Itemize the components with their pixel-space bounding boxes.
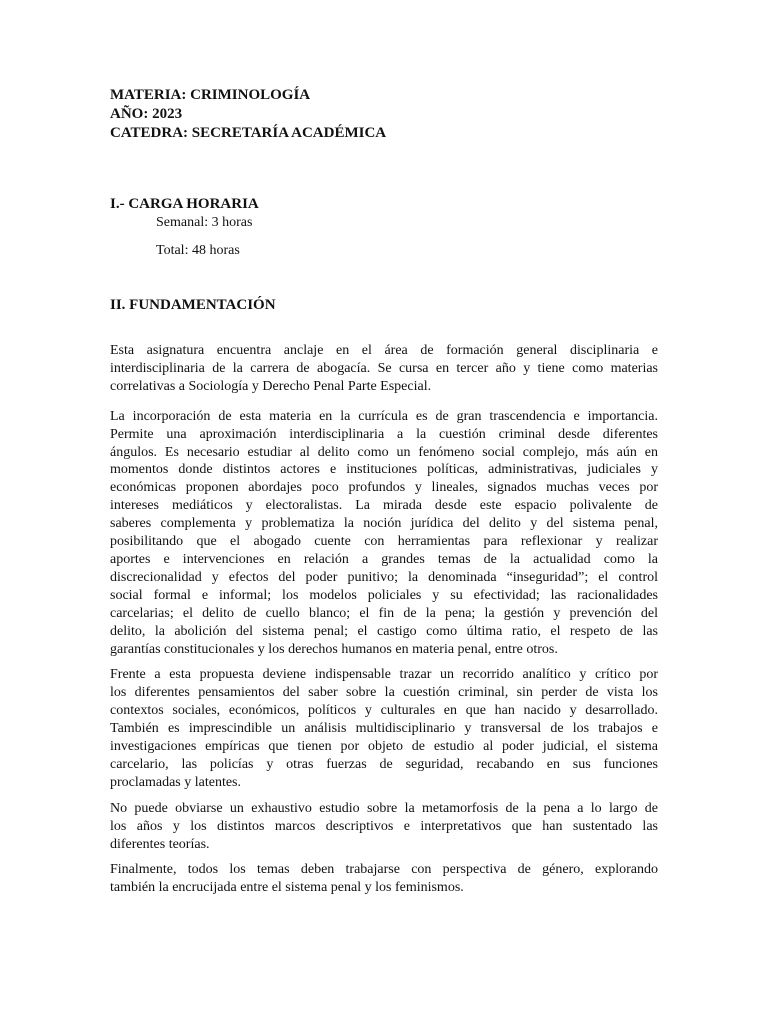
paragraph-line: Frente a esta propuesta deviene indispensable trazar un recorrido analítico y crítico por xyxy=(110,667,658,683)
paragraph xyxy=(110,861,658,897)
paragraph-line: También es imprescindible un análisis multidisciplinario y transversal de los trabajos e xyxy=(110,721,658,737)
paragraph-line: garantías constitucionales y los derechos humanos en materia penal, entre otros. xyxy=(110,641,558,657)
document-header xyxy=(110,86,670,143)
paragraph-line: contextos sociales, económicos, políticos y culturales en que han nacido y desarrollado. xyxy=(110,703,658,719)
anio-line: AÑO: 2023 xyxy=(110,106,183,122)
paragraph xyxy=(110,666,658,791)
paragraph-line: delito, la abolición del sistema penal; el castigo como última ratio, el respeto de las xyxy=(110,623,658,639)
paragraph-line: interdisciplinaria de la carrera de abogacía. Se cursa en tercer año y tiene como materias xyxy=(110,360,658,376)
paragraph-line: también la encrucijada entre el sistema penal y los feminismos. xyxy=(110,880,464,896)
paragraph-line: Finalmente, todos los temas deben trabajarse con perspectiva de género, explorando xyxy=(110,862,658,878)
paragraph-line: diferentes teorías. xyxy=(110,836,210,852)
fundamentacion-heading: II. FUNDAMENTACIÓN xyxy=(110,297,276,313)
paragraph-line: discrecionalidad y efectos del poder punitivo; la denominada “inseguridad”; el control xyxy=(110,569,658,585)
carga-horaria-heading: I.- CARGA HORARIA xyxy=(110,196,259,212)
paragraph-line: La incorporación de esta materia en la currícula es de gran trascendencia e importancia. xyxy=(110,408,658,424)
total-hours: Total: 48 horas xyxy=(156,243,240,258)
paragraph xyxy=(110,342,658,396)
paragraph-line: correlativas a Sociología y Derecho Penal Parte Especial. xyxy=(110,378,432,394)
paragraph-line: ángulos. Es necesario estudiar al delito como un fenómeno social complejo, más aún en xyxy=(110,444,658,460)
paragraph xyxy=(110,408,658,659)
paragraph-line: intereses mediáticos y electoralistas. La mirada desde este espacio polivalente de xyxy=(110,498,658,514)
paragraph-line: proclamadas y latentes. xyxy=(110,774,242,790)
paragraph-line: económicas proponen abordajes poco profundos y lineales, signados muchas veces por xyxy=(110,480,658,496)
semanal-hours: Semanal: 3 horas xyxy=(156,215,253,230)
paragraph-line: los diferentes pensamientos del saber sobre la cuestión criminal, sin perder de vista los xyxy=(110,685,658,701)
paragraph-line: Permite una aproximación interdisciplinaria a la cuestión criminal desde diferentes xyxy=(110,426,658,442)
paragraph-line: momentos donde distintos actores e instituciones políticas, administrativas, judiciales y xyxy=(110,462,658,478)
paragraph-line: aportes e intervenciones en relación a grandes temas de la actualidad como la xyxy=(110,551,658,567)
materia-line: MATERIA: CRIMINOLOGÍA xyxy=(110,87,311,103)
paragraph-line: saberes complementa y problematiza la noción jurídica del delito y del sistema penal, xyxy=(110,516,658,532)
paragraph-line: los años y los distintos marcos descriptivos e interpretativos que han sustentado las xyxy=(110,818,658,834)
paragraph-line: No puede obviarse un exhaustivo estudio sobre la metamorfosis de la pena a lo largo de xyxy=(110,800,658,816)
paragraph-line: investigaciones empíricas que tienen por objeto de estudio al poder judicial, el sistema xyxy=(110,739,658,755)
paragraph-line: carcelario, las policías y otras fuerzas de seguridad, recabando en sus funciones xyxy=(110,756,658,772)
paragraph-line: Esta asignatura encuentra anclaje en el área de formación general disciplinaria e xyxy=(110,343,658,358)
catedra-line: CATEDRA: SECRETARÍA ACADÉMICA xyxy=(110,125,387,141)
paragraph xyxy=(110,800,658,854)
paragraph-line: social formal e informal; los modelos policiales y su efectividad; las racionalidades xyxy=(110,587,658,603)
paragraph-line: posibilitando que el abogado cuente con herramientas para reflexionar y realizar xyxy=(110,534,658,550)
paragraph-line: carcelarias; el delito de cuello blanco; el fin de la pena; la gestión y prevención del xyxy=(110,605,658,621)
fundamentacion-body xyxy=(110,342,658,905)
